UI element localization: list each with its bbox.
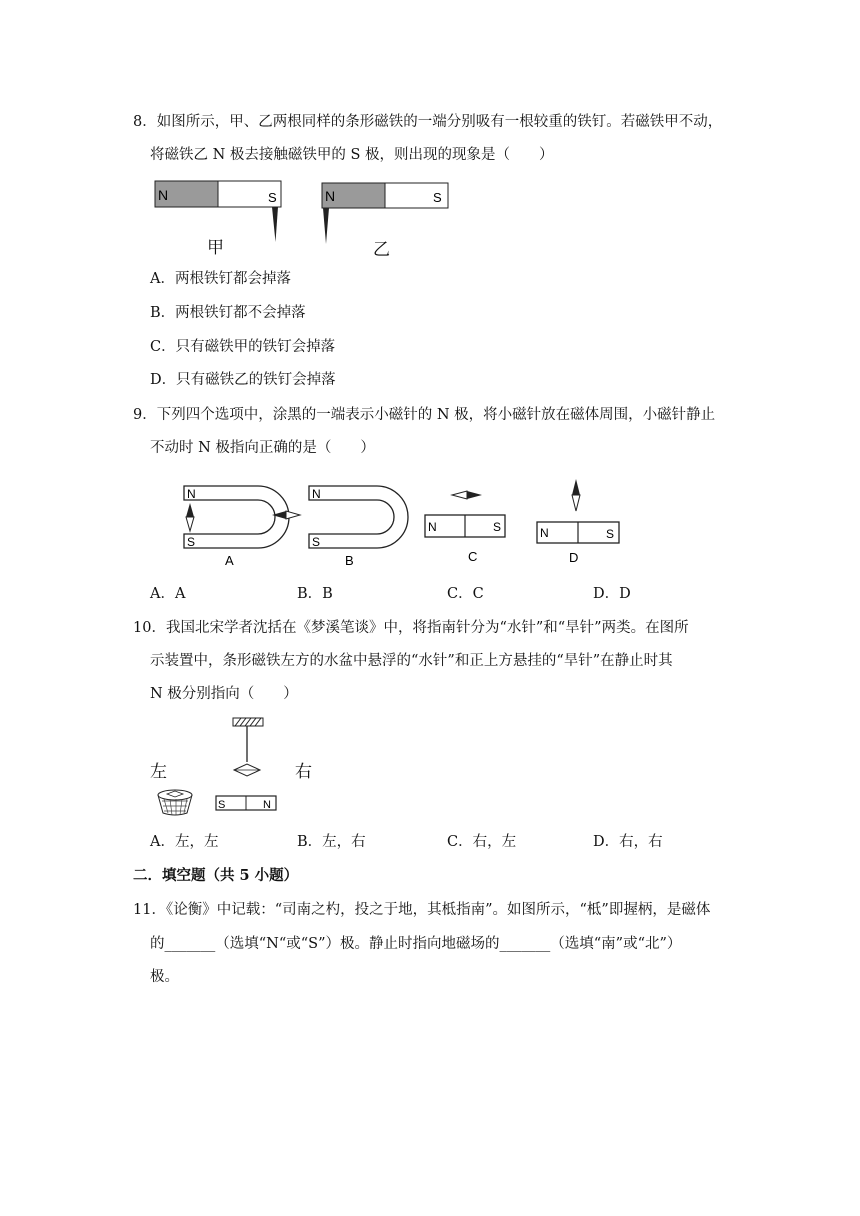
q10-bar-magnet xyxy=(216,796,276,811)
q11-stem-line3: 极。 xyxy=(150,969,179,985)
q10-option-d[interactable]: D．右，右 xyxy=(593,834,663,850)
q8-caption-jia: 甲 xyxy=(207,238,224,258)
q11-stem-line2: 的_______（选填“N“或“S”）极。静止时指向地磁场的_______（选填“南”或“北”） xyxy=(150,936,682,952)
q9-d-s-label: S xyxy=(606,527,615,541)
q8-caption-yi: 乙 xyxy=(373,240,390,260)
q10-dry-needle xyxy=(234,764,260,776)
q10-label-right: 右 xyxy=(295,762,312,782)
q8-stem-line1: 8．如图所示，甲、乙两根同样的条形磁铁的一端分别吸有一根较重的铁钉。若磁铁甲不动， xyxy=(133,114,723,130)
q9-b-label: B xyxy=(345,553,354,568)
q8-stem-line2: 将磁铁乙 N 极去接触磁铁甲的 S 极，则出现的现象是（ ） xyxy=(150,147,554,163)
q11-stem-line1: 11．《论衡》中记载：“司南之杓，投之于地，其柢指南”。如图所示，“柢”即握柄，是磁体 xyxy=(133,902,711,918)
q9-d-label: D xyxy=(569,550,579,565)
q9-d-needle-n xyxy=(572,479,580,495)
q10-stem-line1: 10．我国北宋学者沈括在《梦溪笔谈》中，将指南针分为“水针”和“旱针”两类。在图所 xyxy=(133,620,689,636)
q9-figure-d xyxy=(537,479,619,565)
q9-figure xyxy=(150,470,630,570)
q9-c-needle-n xyxy=(452,491,467,499)
q9-a-s-label: S xyxy=(187,535,196,549)
q9-stem-line2: 不动时 N 极指向正确的是（ ） xyxy=(150,440,375,456)
q10-stem-line2: 示装置中，条形磁铁左方的水盆中悬浮的“水针”和正上方悬挂的“旱针”在静止时其 xyxy=(150,653,673,669)
q9-a-n-label: N xyxy=(187,487,196,501)
q9-c-s-label: S xyxy=(493,520,502,534)
q9-d-n-label: N xyxy=(540,526,549,540)
q10-label-left: 左 xyxy=(150,762,167,782)
magnet-yi xyxy=(322,183,448,244)
q8-option-c[interactable]: C．只有磁铁甲的铁钉会掉落 xyxy=(150,339,336,355)
q10-water-basin xyxy=(158,790,192,815)
q9-c-n-label: N xyxy=(428,520,437,534)
magnet-yi-n-label: N xyxy=(325,188,336,204)
q9-b-n-label: N xyxy=(312,487,321,501)
q9-option-a[interactable]: A．A xyxy=(150,586,186,602)
magnet-yi-s-label: S xyxy=(433,190,442,205)
q10-magnet-n-label: N xyxy=(263,799,271,811)
nail-jia xyxy=(272,207,278,242)
q8-option-b[interactable]: B．两根铁钉都不会掉落 xyxy=(150,305,306,321)
q9-a-label: A xyxy=(225,553,234,568)
magnet-jia xyxy=(155,181,281,242)
q10-stem-line3: N 极分别指向（ ） xyxy=(150,686,298,702)
q9-b-needle-s xyxy=(286,511,300,519)
q9-option-d[interactable]: D．D xyxy=(593,586,631,602)
q10-magnet-s-label: S xyxy=(218,799,226,811)
q10-option-b[interactable]: B．左，右 xyxy=(297,834,366,850)
q9-c-needle-s xyxy=(467,491,482,499)
q8-option-d[interactable]: D．只有磁铁乙的铁钉会掉落 xyxy=(150,372,336,388)
q9-option-b[interactable]: B．B xyxy=(297,586,333,602)
section-title-fill-in: 二．填空题（共 5 小题） xyxy=(133,867,299,884)
q9-a-needle-n xyxy=(186,503,194,517)
q9-figure-a xyxy=(184,486,289,568)
q9-c-label: C xyxy=(468,549,478,564)
q8-option-a[interactable]: A．两根铁钉都会掉落 xyxy=(150,271,291,287)
nail-yi xyxy=(323,208,329,244)
q10-option-c[interactable]: C．右，左 xyxy=(447,834,517,850)
q9-b-s-label: S xyxy=(312,535,321,549)
q9-option-c[interactable]: C．C xyxy=(447,586,484,602)
magnet-jia-n-label: N xyxy=(158,187,169,203)
q10-option-a[interactable]: A．左，左 xyxy=(150,834,219,850)
q9-d-needle-s xyxy=(572,495,580,511)
q9-figure-b xyxy=(272,486,408,568)
q10-ceiling-support xyxy=(233,718,263,762)
q8-figure xyxy=(150,176,460,261)
q9-a-needle-s xyxy=(186,517,194,531)
magnet-jia-s-label: S xyxy=(268,190,277,205)
q9-figure-c xyxy=(425,491,505,564)
q9-stem-line1: 9．下列四个选项中，涂黑的一端表示小磁针的 N 极，将小磁针放在磁体周围，小磁针静止 xyxy=(133,407,716,423)
